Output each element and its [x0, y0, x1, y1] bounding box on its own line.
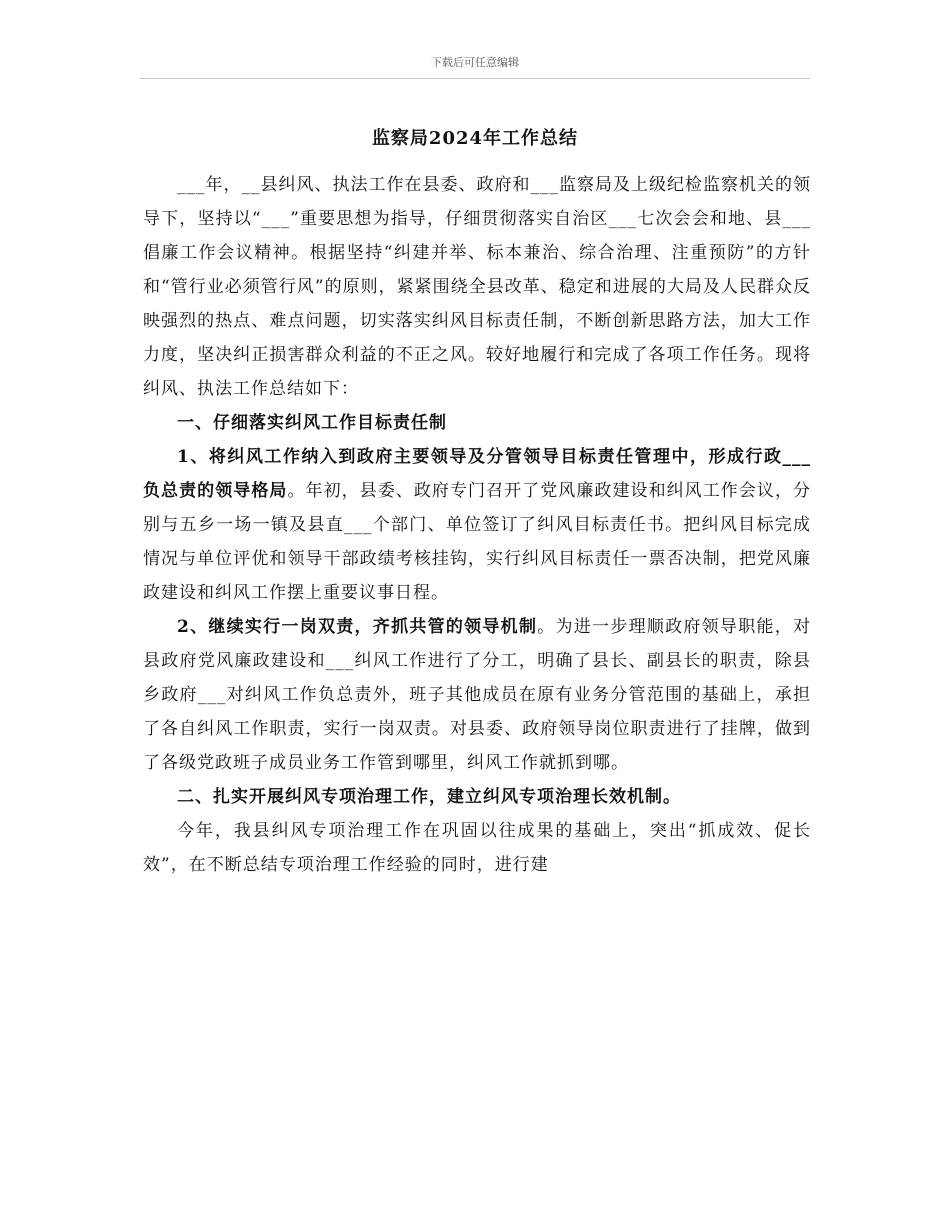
item-1-lead: 1、将纠风工作纳入到政府主要领导及分管领导目标责任管理中，形成行政___负总责的领导格局	[143, 447, 811, 501]
header-note: 下载后可任意编辑	[431, 56, 519, 69]
item-2-paragraph	[143, 610, 811, 780]
document-title: 监察局2024年工作总结	[371, 128, 579, 149]
document-body	[143, 168, 811, 882]
section-2-paragraph: 今年，我县纠风专项治理工作在巩固以往成果的基础上，突出“抓成效、促长效”，在不断总结专项治理工作经验的同时，进行建	[143, 821, 811, 875]
intro-paragraph: ___年，__县纠风、执法工作在县委、政府和___监察局及上级纪检监察机关的领导下，坚持以“___”重要思想为指导，仔细贯彻落实自治区___七次会会和地、县___倡廉工作会议精神。根据坚持“纠建并举、标本兼治、综合治理、注重预防”的方针和“管行业必须管行风”的原则，紧紧围绕全县改革、稳定和进展的大局及人民群众反映强烈的热点、难点问题，切实落实纠风目标责任制，不断创新思路方法，加大工作力度，坚决纠正损害群众利益的不正之风。较好地履行和完成了各项工作任务。现将纠风、执法工作总结如下：	[143, 175, 811, 399]
section-2-heading: 二、扎实开展纠风专项治理工作，建立纠风专项治理长效机制。	[177, 787, 681, 807]
item-2-lead: 2、继续实行一岗双责，齐抓共管的领导机制	[177, 617, 538, 637]
item-1-body: 。年初，县委、政府专门召开了党风廉政建设和纠风工作会议，分别与五乡一场一镇及县直___个部门、单位签订了纠风目标责任书。把纠风目标完成情况与单位评优和领导干部政绩考核挂钩，实行纠风目标责任一票否决制，把党风廉政建设和纠风工作摆上重要议事日程。	[143, 481, 812, 603]
header-divider	[140, 78, 810, 79]
section-1-heading: 一、仔细落实纠风工作目标责任制	[177, 413, 447, 433]
item-2-body: 。为进一步理顺政府领导职能，对县政府党风廉政建设和___纠风工作进行了分工，明确了县长、副县长的职责，除县乡政府___对纠风工作负总责外，班子其他成员在原有业务分管范围的基础上，承担了各自纠风工作职责，实行一岗双责。对县委、政府领导岗位职责进行了挂牌，做到了各级党政班子成员业务工作管到哪里，纠风工作就抓到哪。	[143, 617, 812, 773]
item-1-paragraph	[143, 440, 811, 610]
